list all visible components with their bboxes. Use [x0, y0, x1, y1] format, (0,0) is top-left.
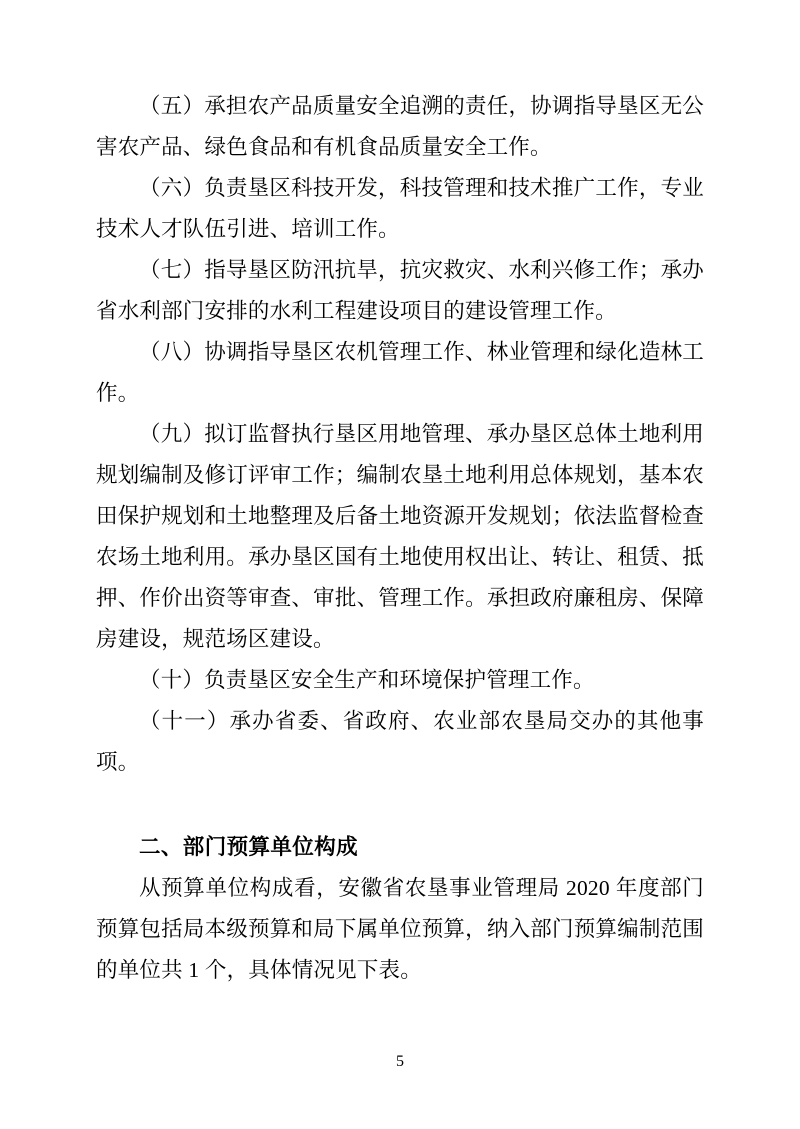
section-spacer [96, 783, 704, 827]
paragraph-item-9: （九）拟订监督执行垦区用地管理、承办垦区总体土地利用规划编制及修订评审工作；编制农垦土地利用总体规划，基本农田保护规划和土地整理及后备土地资源开发规划；依法监督检查农场土地利用。承办垦区国有土地使用权出让、转让、租赁、抵押、作价出资等审查、审批、管理工作。承担政府廉租房、保障房建设，规范场区建设。 [96, 422, 704, 651]
paragraph-item-11: （十一）承办省委、省政府、农业部农垦局交办的其他事项。 [96, 709, 704, 774]
paragraph-item-6: （六）负责垦区科技开发，科技管理和技术推广工作，专业技术人才队伍引进、培训工作。 [96, 176, 704, 241]
paragraph-item-8: （八）协调指导垦区农机管理工作、林业管理和绿化造林工作。 [96, 340, 704, 405]
section-paragraph: 从预算单位构成看，安徽省农垦事业管理局 2020 年度部门预算包括局本级预算和局下属单位预算，纳入部门预算编制范围的单位共 1 个，具体情况见下表。 [96, 876, 704, 982]
paragraph-item-10: （十）负责垦区安全生产和环境保护管理工作。 [139, 668, 595, 692]
section-heading: 二、部门预算单位构成 [139, 835, 359, 859]
paragraph-item-7: （七）指导垦区防汛抗旱，抗灾救灾、水利兴修工作；承办省水利部门安排的水利工程建设项目的建设管理工作。 [96, 258, 704, 323]
page-number: 5 [396, 1053, 404, 1070]
paragraph-item-5: （五）承担农产品质量安全追溯的责任，协调指导垦区无公害农产品、绿色食品和有机食品质量安全工作。 [96, 94, 704, 159]
